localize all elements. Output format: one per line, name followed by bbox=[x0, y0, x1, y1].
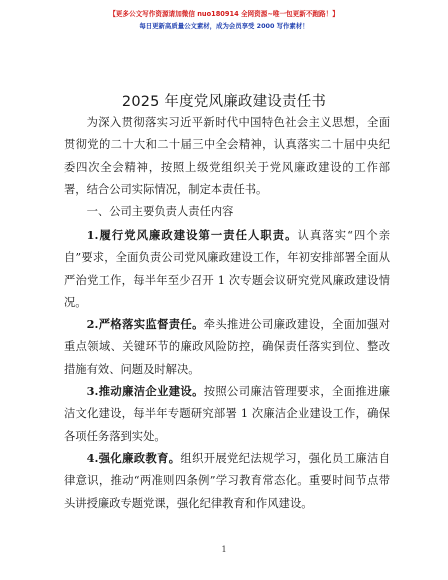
intro-paragraph bbox=[64, 112, 390, 202]
item-1-lead: 1.履行党风廉政建设第一责任人职责。 bbox=[86, 228, 298, 242]
section-heading-text: 一、公司主要负责人责任内容 bbox=[86, 205, 234, 218]
responsibility-item-2 bbox=[64, 313, 390, 381]
responsibility-item-4 bbox=[64, 447, 390, 515]
page-number: 1 bbox=[221, 545, 227, 554]
item-3-lead: 3.推动廉洁企业建设。 bbox=[86, 384, 204, 398]
item-3-text: 按照公司廉洁管理要求，全面推进廉洁文化建设，每半年专题研究部署 1 次廉洁企业建设工作，确保各项任务落到实处。 bbox=[64, 385, 390, 443]
promo-banner-line-2: 每日更新高质量公文素材，成为会员享受 2000 写作素材！ bbox=[139, 22, 309, 30]
document-title: 2025 年度党风廉政建设责任书 bbox=[121, 94, 327, 110]
responsibility-item-1 bbox=[64, 224, 390, 315]
item-4-lead: 4.强化廉政教育。 bbox=[86, 451, 181, 465]
responsibility-item-3 bbox=[64, 380, 390, 448]
item-2-lead: 2.严格落实监督责任。 bbox=[86, 317, 204, 331]
promo-banner-line-1: 【更多公文写作资源请加微信 nuo180914 全网资源~唯一包更新不跑路！】 bbox=[109, 10, 339, 18]
intro-text: 为深入贯彻落实习近平新时代中国特色社会主义思想，全面贯彻党的二十大和二十届三中全会精神，认真落实二十届中央纪委四次全会精神，按照上级党组织关于党风廉政建设的工作部署，结合公司实际情况，制定本责任书。 bbox=[64, 116, 390, 197]
item-4-text: 组织开展党纪法规学习，强化员工廉洁自律意识，推动“两准则四条例”学习教育常态化。重要时间节点带头讲授廉政专题党课，强化纪律教育和作风建设。 bbox=[64, 452, 390, 510]
item-1-text: 认真落实“四个亲自”要求，全面负责公司党风廉政建设工作，年初安排部署全面从严治党工作，每半年至少召开 1 次专题会议研究党风廉政建设情况。 bbox=[64, 229, 391, 310]
section-heading bbox=[64, 201, 390, 223]
item-2-text: 牵头推进公司廉政建设，全面加强对重点领域、关键环节的廉政风险防控，确保责任落实到位、整改措施有效、问题及时解决。 bbox=[64, 318, 390, 376]
